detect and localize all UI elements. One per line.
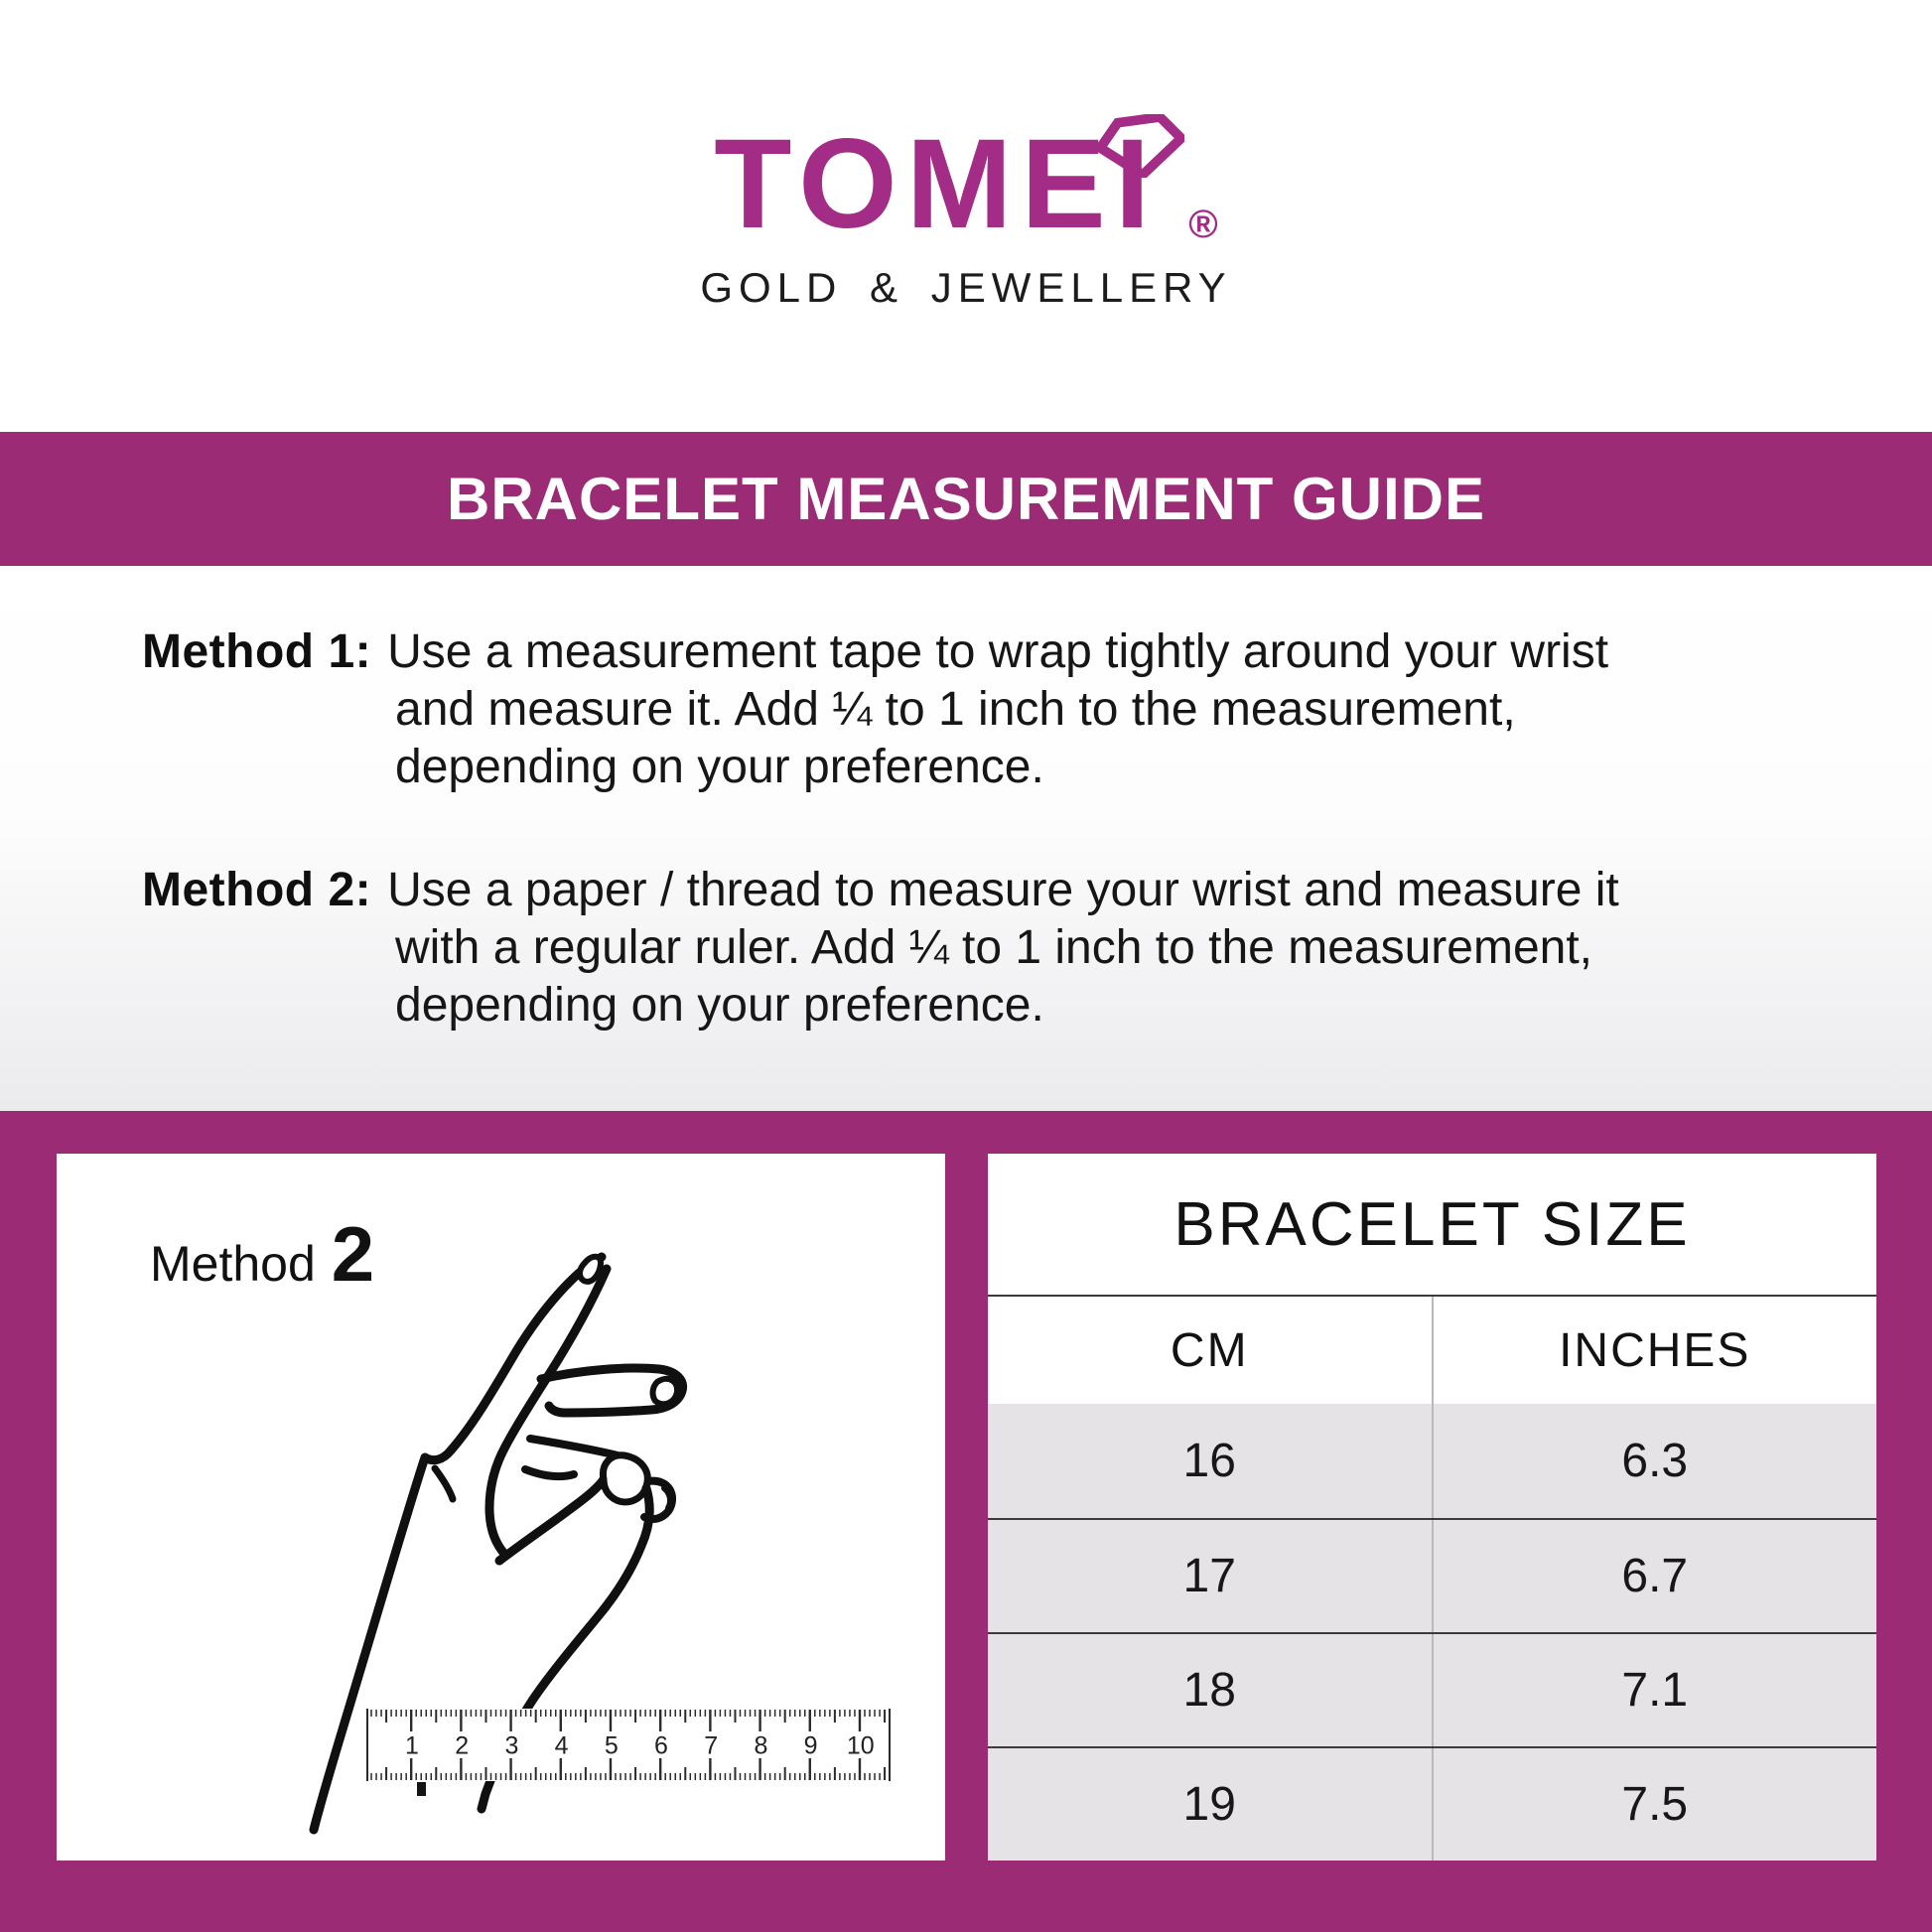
inches-value: 7.1 [1621, 1664, 1689, 1717]
registered-trademark-icon: ® [1188, 202, 1218, 246]
brand-wordmark [714, 113, 1160, 255]
brand-name: TOMEI [714, 113, 1160, 255]
ruler-number: 10 [846, 1731, 875, 1760]
inches-value: 6.7 [1621, 1550, 1689, 1602]
diamond-icon [1097, 68, 1184, 131]
banner-title: BRACELET MEASUREMENT GUIDE [0, 432, 1932, 566]
logo-section [0, 0, 1932, 432]
method-1-line-1: Use a measurement tape to wrap tightly around your wrist [387, 625, 1609, 678]
inches-value: 7.5 [1621, 1778, 1689, 1831]
method-1-line-2: and measure it. Add ¼ to 1 inch to the measurement, [395, 683, 1516, 736]
ruler-number: 9 [803, 1731, 818, 1760]
method-2-line-1: Use a paper / thread to measure your wrist and measure it [387, 864, 1619, 916]
ruler-number: 5 [604, 1731, 619, 1760]
ruler-number: 7 [704, 1731, 719, 1760]
ruler-number: 1 [405, 1731, 419, 1760]
size-table-title: BRACELET SIZE [1173, 1189, 1691, 1259]
table-row [988, 1632, 1876, 1746]
ruler-number: 2 [455, 1731, 470, 1760]
ruler-number: 6 [654, 1731, 668, 1760]
cm-value: 19 [988, 1748, 1434, 1861]
table-row [988, 1518, 1876, 1632]
method-card-label [150, 1209, 374, 1300]
size-table-header [988, 1297, 1876, 1404]
cm-value: 17 [988, 1520, 1434, 1632]
method-card-label-number: 2 [331, 1210, 375, 1298]
method-2-paragraph [142, 862, 1892, 1035]
bottom-panel [0, 1111, 1932, 1932]
ruler-illustration [366, 1709, 891, 1781]
method-card-label-prefix: Method [150, 1236, 316, 1292]
table-row [988, 1746, 1876, 1861]
cm-value: 16 [988, 1404, 1434, 1518]
method-2-card [57, 1154, 945, 1861]
method-2-line-2: with a regular ruler. Add ¼ to 1 inch to the measurement, [395, 921, 1592, 974]
methods-section [0, 566, 1932, 1111]
ruler-number: 3 [504, 1731, 519, 1760]
column-header-inches: INCHES [1434, 1297, 1877, 1404]
brand-tagline: GOLD & JEWELLERY [700, 263, 1232, 311]
method-1-paragraph [142, 623, 1892, 796]
bracelet-size-card [988, 1154, 1876, 1861]
method-1-line-3: depending on your preference. [395, 741, 1044, 793]
method-2-label: Method 2: [142, 864, 372, 916]
brand-logo [700, 113, 1232, 312]
ruler-number: 8 [754, 1731, 768, 1760]
cm-value: 18 [988, 1634, 1434, 1746]
table-row [988, 1404, 1876, 1518]
ruler-number: 4 [554, 1731, 569, 1760]
wrist-stub [417, 1782, 426, 1796]
column-header-cm: CM [988, 1297, 1434, 1404]
inches-value: 6.3 [1621, 1435, 1689, 1487]
method-2-line-3: depending on your preference. [395, 979, 1044, 1032]
method-1-label: Method 1: [142, 625, 372, 678]
